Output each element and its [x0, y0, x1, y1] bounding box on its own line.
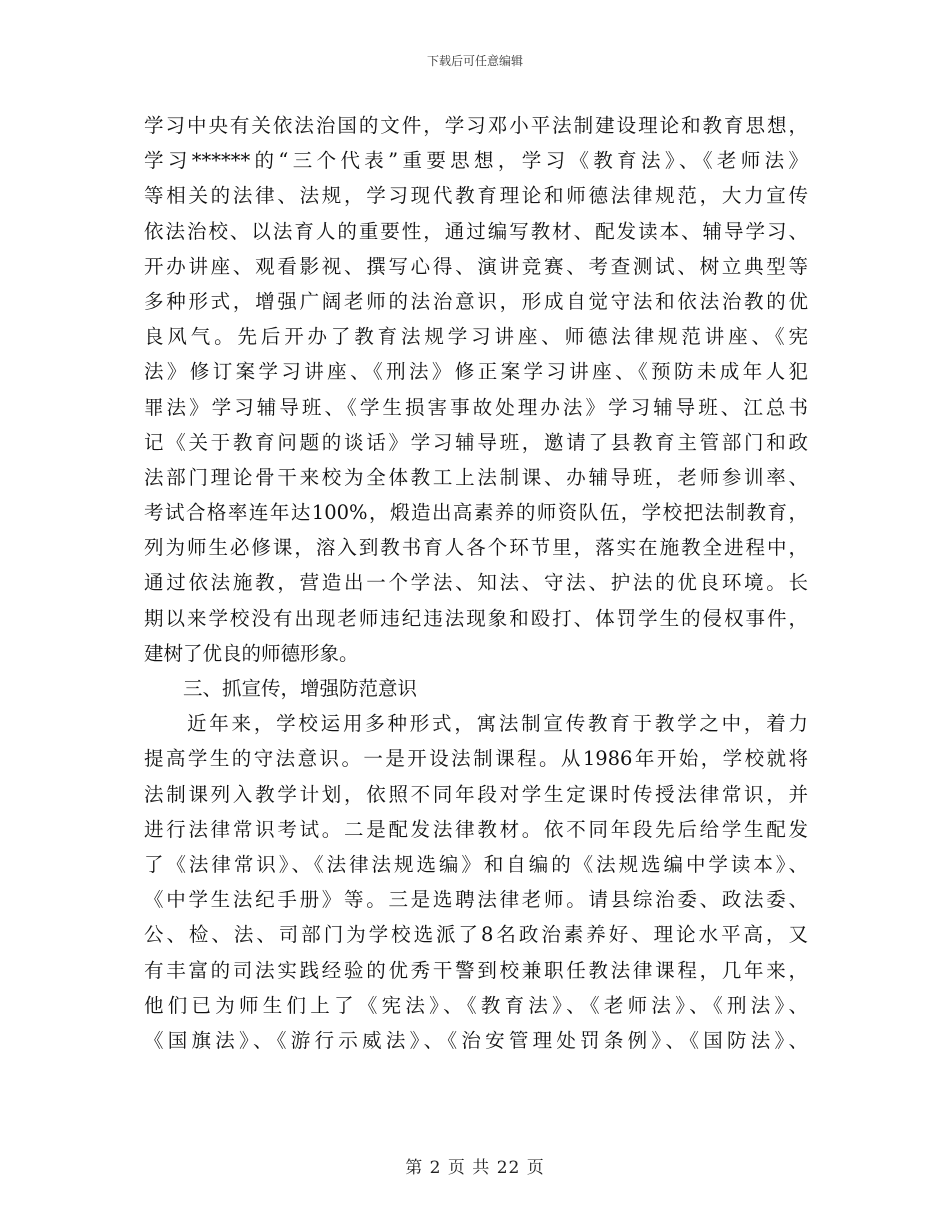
document-body [144, 108, 808, 1058]
paragraph-line: 他们已为师生们上了《宪法》、《教育法》、《老师法》、《刑法》、 [144, 993, 808, 1017]
paragraph-line: 《中学生法纪手册》等。三是选聘法律老师。请县综治委、政法委、 [144, 888, 808, 912]
paragraph-line: 良风气。先后开办了教育法规学习讲座、师德法律规范讲座、《宪 [144, 325, 808, 349]
paragraph-line: 等相关的法律、法规，学习现代教育理论和师德法律规范，大力宣传 [144, 184, 808, 208]
paragraph-line: 建树了优良的师德形象。 [144, 641, 359, 665]
paragraph-line: 多种形式，增强广阔老师的法治意识，形成自觉守法和依法治教的优 [144, 289, 808, 313]
paragraph-line: 了《法律常识》、《法律法规选编》和自编的《法规选编中学读本》、 [144, 852, 808, 876]
paragraph-line: 学习中央有关依法治国的文件，学习邓小平法制建设理论和教育思想， [144, 114, 808, 137]
paragraph-line: 列为师生必修课，溶入到教书育人各个环节里，落实在施教全进程中， [144, 536, 808, 560]
paragraph-line: 法部门理论骨干来校为全体教工上法制课、办辅导班，老师参训率、 [144, 465, 808, 489]
paragraph-line: 有丰富的司法实践经验的优秀干警到校兼职任教法律课程，几年来， [144, 958, 808, 982]
paragraph-line: 记《关于教育问题的谈话》学习辅导班，邀请了县教育主管部门和政 [144, 430, 808, 454]
page-footer: 第 2 页 共 22 页 [405, 1158, 545, 1178]
paragraph-line: 通过依法施教，营造出一个学法、知法、守法、护法的优良环境。长 [144, 571, 808, 595]
page-header: 下载后可任意编辑 [426, 54, 523, 68]
paragraph-line: 考试合格率连年达100%，煅造出高素养的师资队伍，学校把法制教育， [144, 501, 808, 525]
paragraph-line: 进行法律常识考试。二是配发法律教材。依不同年段先后给学生配发 [144, 817, 808, 841]
paragraph-line: 开办讲座、观看影视、撰写心得、演讲竞赛、考查测试、树立典型等 [144, 254, 808, 278]
paragraph-line: 法制课列入教学计划，依照不同年段对学生定课时传授法律常识，并 [144, 782, 808, 806]
paragraph-line: 《国旗法》、《游行示威法》、《治安管理处罚条例》、《国防法》、 [144, 1028, 808, 1052]
paragraph-line: 罪法》学习辅导班、《学生损害事故处理办法》学习辅导班、江总书 [144, 395, 808, 419]
paragraph-line: 学习******的“三个代表”重要思想，学习《教育法》、《老师法》 [144, 149, 808, 173]
paragraph-line: 法》修订案学习讲座、《刑法》修正案学习讲座、《预防未成年人犯 [144, 360, 808, 384]
paragraph-line: 近年来，学校运用多种形式，寓法制宣传教育于教学之中，着力 [187, 712, 808, 736]
paragraph-line: 提高学生的守法意识。一是开设法制课程。从1986年开始，学校就将 [144, 747, 808, 771]
paragraph-line: 依法治校、以法育人的重要性，通过编写教材、配发读本、辅导学习、 [144, 219, 808, 243]
section-heading: 三、抓宣传，增强防范意识 [183, 677, 418, 700]
paragraph-line: 公、检、法、司部门为学校选派了8名政治素养好、理论水平高，又 [144, 923, 808, 947]
paragraph-line: 期以来学校没有出现老师违纪违法现象和殴打、体罚学生的侵权事件， [144, 606, 808, 630]
